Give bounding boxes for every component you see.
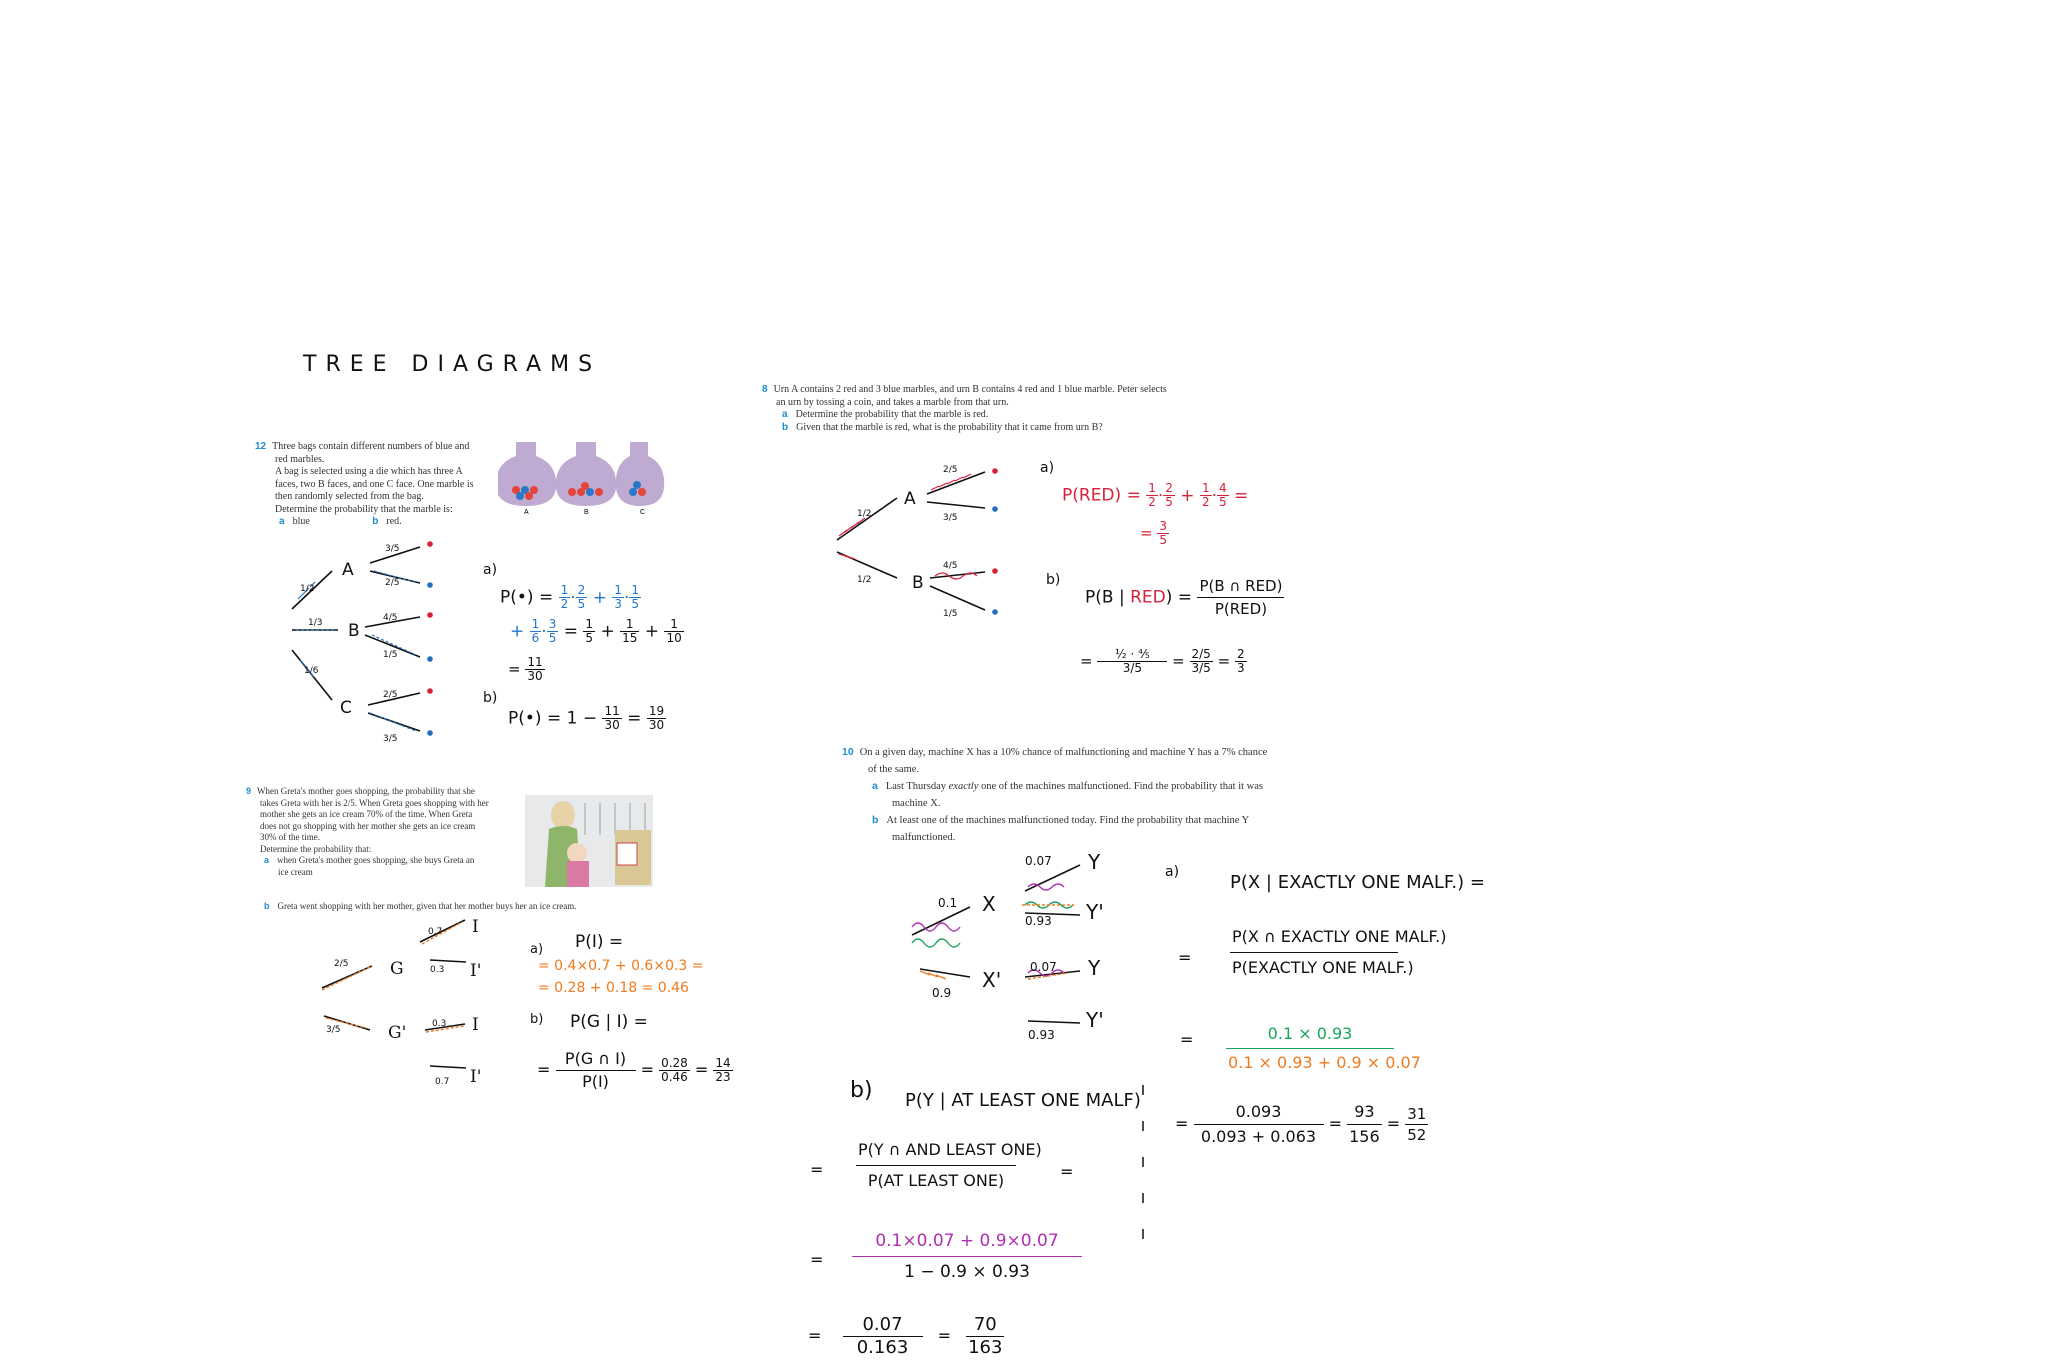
q9-part-b-marker: b) <box>530 1012 544 1027</box>
q12-part-b: red. <box>386 516 402 527</box>
q12-part-b-marker: b) <box>483 690 498 706</box>
branch-prob: 0.9 <box>932 986 952 1000</box>
denominator: 52 <box>1407 1126 1427 1144</box>
q8-result-a: = $\frac{3}{5}$ <box>1140 519 1167 547</box>
denominator: 0.163 <box>856 1337 909 1358</box>
q10-part-a-label: a <box>872 780 878 792</box>
tree-node: G <box>390 959 404 979</box>
branch-prob: 4/5 <box>383 613 398 623</box>
tree-node: B <box>348 621 360 641</box>
numerator: 0.07 <box>843 1314 923 1337</box>
branch-prob: 0.93 <box>1025 914 1052 928</box>
numerator: 0.093 <box>1194 1100 1324 1125</box>
equals-sign: = <box>627 708 642 729</box>
q8-part-a-label: a <box>782 409 788 420</box>
numerator: 70 <box>966 1314 1004 1337</box>
bag-label: B <box>584 509 589 515</box>
q10-part-b-marker: b) <box>850 1078 873 1103</box>
branch-prob: 0.07 <box>1030 960 1057 974</box>
branch-prob: 1/6 <box>304 666 319 676</box>
q12-part-a: blue <box>292 516 310 527</box>
branch-prob: 3/5 <box>943 513 958 523</box>
branch-prob: 1/2 <box>300 584 315 594</box>
tree-node: X' <box>982 968 1002 992</box>
q9-line: 30% of the time. <box>260 832 320 842</box>
q10-part-b: At least one of the machines malfunctioned today. Find the probability that machine Y <box>886 815 1250 826</box>
q9-work-a3: = 0.28 + 0.18 = 0.46 <box>538 980 689 996</box>
numerator: 2 <box>1236 647 1245 661</box>
q10-part-a: one of the machines malfunctioned. Find the probability that it was <box>981 781 1263 792</box>
q8-pred-label: P(RED) = <box>1062 485 1141 506</box>
denominator: 163 <box>968 1337 1003 1358</box>
q8-part-b-marker: b) <box>1046 572 1061 588</box>
numerator: 19 <box>648 704 665 718</box>
q8-tree-diagram <box>835 460 1010 620</box>
tree-node: B <box>912 573 924 593</box>
q12-line: Three bags contain different numbers of blue and <box>272 441 470 452</box>
q10-part-a: Last Thursday <box>885 781 947 792</box>
tree-leaf: Y' <box>1086 1008 1104 1032</box>
q9-work-a2: = 0.4×0.7 + 0.6×0.3 = <box>538 958 704 974</box>
branch-prob: 1/3 <box>308 618 323 628</box>
equals-sign: = <box>640 1060 654 1079</box>
q10-work-a-final <box>1175 1100 1428 1149</box>
branch-prob: 2/5 <box>334 959 349 969</box>
denominator: 156 <box>1349 1127 1380 1146</box>
branch-prob: 2/5 <box>385 578 400 588</box>
q12-work-a: P(•) = $\frac{1}{2}$ · $\frac{2}{5}$ + $\frac{1}{3}$ · $\frac{1}{5}$ <box>500 583 640 611</box>
branch-prob: 1/2 <box>857 575 872 585</box>
bag-label: A <box>524 509 529 515</box>
equals-sign: = <box>1180 1030 1194 1049</box>
q9-part-a-cont: ice cream <box>278 866 313 877</box>
q8-work-b <box>1085 575 1284 620</box>
denominator: 0.1 × 0.93 + 0.9 × 0.07 <box>1228 1053 1421 1072</box>
equals-sign: = <box>508 660 521 678</box>
q12-part-a-marker: a) <box>483 562 498 578</box>
q9-line: does not go shopping with her mother she gets an ice cream <box>260 820 476 831</box>
denominator: 3 <box>1236 661 1245 675</box>
q9-pgi-label: P(G | I) = <box>570 1012 648 1032</box>
q9-part-a-marker: a) <box>530 942 544 957</box>
q8-part-b-label: b <box>782 421 789 433</box>
q10-tree-diagram <box>910 845 1110 1055</box>
tree-leaf: Y' <box>1086 900 1104 924</box>
equals-sign: = <box>1140 524 1153 542</box>
q9-part-a: when Greta's mother goes shopping, she buys Greta an <box>277 855 475 865</box>
plus-sign: + <box>510 621 525 642</box>
denominator: 30 <box>648 718 665 732</box>
equals-sign: = <box>1060 1162 1074 1181</box>
q8-work-b2: = $\frac{\text{½ · ⅘}}{3/5}$ = $\frac{2/5}{3/5}$ = $\frac{2}{3}$ <box>1080 647 1245 675</box>
q10-work-b-frac1 <box>856 1135 1042 1196</box>
q12-work-a2: + $\frac{1}{6}$ · $\frac{3}{5}$ = $\frac{1}{5}$ + $\frac{1}{15}$ + $\frac{1}{10}$ <box>510 617 682 645</box>
numerator: 14 <box>715 1056 731 1070</box>
branch-prob: 0.93 <box>1028 1028 1055 1042</box>
tree-node: C <box>340 698 352 718</box>
equals-sign: = <box>810 1250 824 1269</box>
q10-line: of the same. <box>868 763 920 775</box>
q8-part-b: Given that the marble is red, what is the probability that it came from urn B? <box>796 421 1103 433</box>
equals-sign: = <box>537 1060 551 1079</box>
tree-leaf: Y <box>1088 850 1101 874</box>
q12-line: A bag is selected using a die which has three A <box>275 466 463 477</box>
branch-prob: 0.3 <box>430 965 445 975</box>
tree-leaf: I' <box>470 1067 482 1087</box>
denominator: 0.093 + 0.063 <box>1200 1127 1317 1146</box>
denominator: P(RED) <box>1214 600 1268 618</box>
q9-part-b-label: b <box>264 901 270 911</box>
q10-work-a1: P(X | EXACTLY ONE MALF.) = <box>1230 872 1485 893</box>
equals-sign: = <box>1328 1114 1342 1133</box>
q10-part-a-cont: machine X. <box>892 797 941 809</box>
equals-sign: = <box>694 1060 709 1079</box>
numerator: 11 <box>527 655 543 669</box>
numerator: 0.1×0.07 + 0.9×0.07 <box>852 1226 1082 1257</box>
branch-prob: 0.07 <box>1025 854 1052 868</box>
denominator: 0.46 <box>661 1070 688 1084</box>
q10-work-b-final <box>808 1314 1004 1359</box>
branch-prob: 4/5 <box>943 561 958 571</box>
q8-conditional-label: P(B | RED) = <box>1085 587 1193 608</box>
q12-line: red marbles. <box>275 453 325 465</box>
q10-work-b-frac2 <box>852 1226 1082 1287</box>
equals-sign: = <box>1080 652 1093 670</box>
q9-pi-label: P(I) = <box>575 932 624 952</box>
tree-node: G' <box>388 1023 407 1043</box>
q10-work-a-frac1 <box>1230 922 1447 983</box>
numerator: P(B ∩ RED) <box>1197 575 1284 598</box>
marble-bags-illustration <box>498 440 673 515</box>
q12-line: faces, two B faces, and one C face. One marble is <box>275 478 474 490</box>
q10-work-a-frac2 <box>1226 1020 1421 1077</box>
equals-sign: = <box>808 1326 822 1345</box>
q9-work-b <box>537 1048 733 1093</box>
q8-line: Urn A contains 2 red and 3 blue marbles, and urn B contains 4 red and 1 blue marble. Peter selects <box>773 384 1167 395</box>
tree-leaf: I <box>472 1015 479 1035</box>
fraction: $\frac{1}{2}$ <box>560 583 569 611</box>
denominator: P(EXACTLY ONE MALF.) <box>1232 958 1414 977</box>
denominator: 23 <box>715 1070 731 1084</box>
q10-part-b-label: b <box>872 814 879 826</box>
q8-text <box>762 384 1222 434</box>
equals-sign: = <box>1172 652 1185 670</box>
tree-leaf: I' <box>470 961 482 981</box>
q10-text <box>842 744 1382 846</box>
bag-c <box>616 442 664 506</box>
tree-leaf: Y <box>1088 956 1101 980</box>
equals-sign: = <box>937 1326 951 1345</box>
branch-prob: 2/5 <box>943 465 958 475</box>
branch-prob: 3/5 <box>385 544 400 554</box>
greta-shopping-illustration <box>525 795 653 887</box>
q8-number: 8 <box>762 384 768 395</box>
q10-line: On a given day, machine X has a 10% chance of malfunctioning and machine Y has a 7% chance <box>859 747 1268 758</box>
bag-label: C <box>640 509 646 515</box>
branch-prob: 3/5 <box>383 734 398 744</box>
q9-part-b: Greta went shopping with her mother, given that her mother buys her an ice cream. <box>277 901 577 911</box>
branch-prob: 0.3 <box>432 1019 447 1029</box>
q10-part-a-marker: a) <box>1165 864 1180 880</box>
q10-part-b-cont: malfunctioned. <box>892 831 956 843</box>
denominator: 1 − 0.9 × 0.93 <box>904 1262 1030 1282</box>
q8-part-a: Determine the probability that the marble is red. <box>795 409 989 420</box>
numerator: 31 <box>1407 1105 1427 1123</box>
q12-result-a <box>508 656 545 683</box>
q9-line: takes Greta with her is 2/5. When Greta goes shopping with her <box>260 797 489 808</box>
q8-part-a-marker: a) <box>1040 460 1055 476</box>
equals-sign: = <box>1217 652 1231 670</box>
q8-work-a: P(RED) = $\frac{1}{2}$ · $\frac{2}{5}$ + $\frac{1}{2}$ · $\frac{4}{5}$ = <box>1062 481 1249 509</box>
numerator: 0.1 × 0.93 <box>1226 1020 1394 1049</box>
bag-b <box>556 442 616 506</box>
q9-number: 9 <box>246 786 252 796</box>
q12-line: Determine the probability that the marble is: <box>275 503 453 515</box>
branch-prob: 1/5 <box>943 609 958 619</box>
branch-prob: 1/2 <box>857 509 872 519</box>
divider-line <box>1140 1085 1146 1245</box>
denominator: 30 <box>527 669 543 683</box>
q9-text <box>246 786 511 878</box>
equals-sign: = <box>810 1160 824 1179</box>
q12-part-a-label: a <box>279 516 285 527</box>
numerator: 0.28 <box>661 1056 688 1070</box>
tree-node: A <box>342 560 354 580</box>
branch-prob: 0.1 <box>938 896 958 910</box>
branch-prob: 3/5 <box>326 1025 341 1035</box>
equals-sign: = <box>1175 1114 1189 1133</box>
branch-prob: 2/5 <box>383 690 398 700</box>
q12-part-b-label: b <box>372 516 379 527</box>
q9-line: mother she gets an ice cream 70% of the time. When Greta <box>260 809 473 819</box>
q12-text <box>255 441 490 529</box>
q12-pred-label: P(•) = 1 − <box>508 708 598 729</box>
q12-number: 12 <box>255 441 267 452</box>
tree-leaf: I <box>472 917 479 937</box>
q9-line: Determine the probability that: <box>260 843 372 854</box>
q10-work-b1: P(Y | AT LEAST ONE MALF) <box>905 1090 1141 1111</box>
branch-prob: 1/5 <box>383 650 398 660</box>
equals-sign: = <box>1178 948 1192 967</box>
q12-line: then randomly selected from the bag. <box>275 491 424 502</box>
denominator: P(I) <box>582 1072 609 1091</box>
q12-tree-diagram <box>290 535 470 750</box>
q10-part-a-emph: exactly <box>948 781 979 792</box>
q12-work-b: P(•) = 1 − $\frac{11}{30}$ = $\frac{19}{30}$ <box>508 704 665 732</box>
equals-sign: = <box>1386 1114 1401 1133</box>
numerator: P(G ∩ I) <box>556 1048 636 1071</box>
q9-tree-diagram <box>320 918 500 1093</box>
denominator: P(AT LEAST ONE) <box>867 1171 1005 1190</box>
numerator: P(Y ∩ AND LEAST ONE) <box>856 1135 1016 1166</box>
branch-prob: 0.7 <box>435 1077 450 1087</box>
tree-node: A <box>904 489 916 509</box>
tree-node: X <box>982 892 996 916</box>
page-title: TREE DIAGRAMS <box>303 352 602 377</box>
numerator: 93 <box>1347 1100 1382 1125</box>
q9-part-b-line <box>264 900 664 913</box>
q9-part-a-label: a <box>264 855 270 865</box>
numerator: P(X ∩ EXACTLY ONE MALF.) <box>1230 922 1398 953</box>
q8-line: an urn by tossing a coin, and takes a marble from that urn. <box>776 396 1009 408</box>
q10-number: 10 <box>842 746 854 758</box>
q9-line: When Greta's mother goes shopping, the probability that she <box>257 786 475 796</box>
branch-prob: 0.7 <box>428 927 443 937</box>
q12-pblue-label: P(•) = <box>500 587 554 608</box>
bag-a <box>498 442 556 506</box>
equals-sign: = <box>563 621 578 642</box>
